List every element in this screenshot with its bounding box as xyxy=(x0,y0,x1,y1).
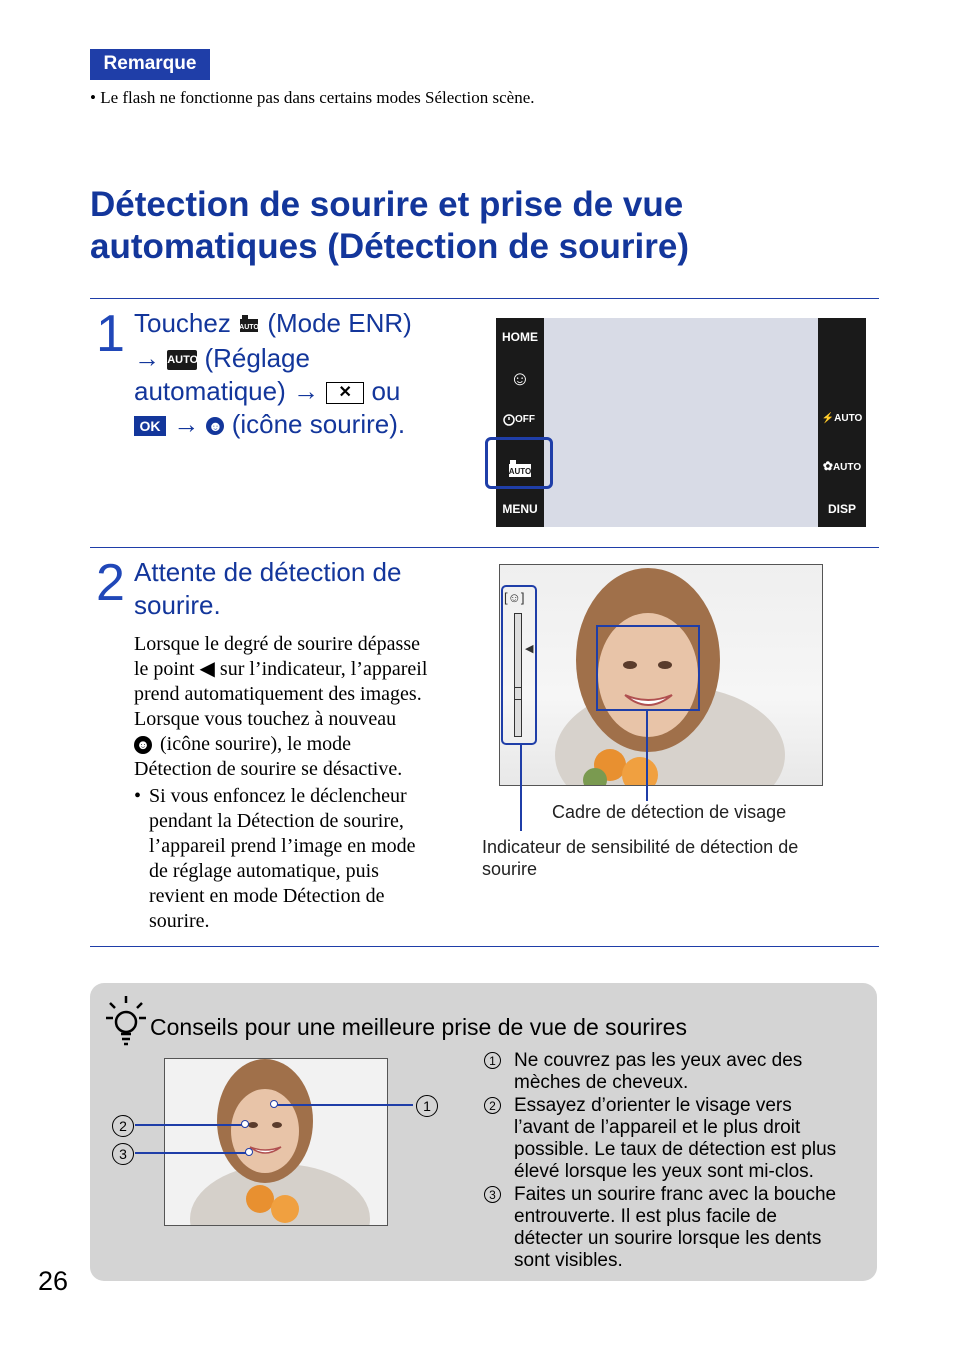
tip-number: 1 xyxy=(484,1052,501,1069)
leader-sensitivity xyxy=(520,745,522,831)
lightbulb-icon xyxy=(104,994,148,1053)
rec-mode-highlight xyxy=(485,437,553,489)
word-automatique: automatique) xyxy=(134,375,286,406)
threshold-pointer-icon: ◀ xyxy=(525,643,534,655)
step-2-number: 2 xyxy=(96,554,125,612)
arrow-icon: → xyxy=(293,375,319,406)
word-mode-enr: (Mode ENR) xyxy=(267,308,412,338)
svg-text:AUTO: AUTO xyxy=(239,323,259,331)
auto-icon: AUTO xyxy=(167,350,197,370)
svg-text:AUTO: AUTO xyxy=(508,467,532,476)
para-line: ☻ (icône sourire), le mode xyxy=(134,732,474,757)
step-2-title-line-2: sourire. xyxy=(134,590,221,620)
callout-line-1 xyxy=(273,1104,413,1106)
page-number: 26 xyxy=(38,1266,69,1296)
arrow-icon: → xyxy=(173,408,200,439)
callout-dot-1 xyxy=(270,1100,278,1108)
tips-photo xyxy=(164,1058,388,1226)
tip-item-1 xyxy=(484,1050,864,1094)
step-2-paragraph xyxy=(134,632,474,782)
tip-line: possible. Le taux de détection est plus xyxy=(514,1139,837,1160)
arrow-icon: → xyxy=(134,342,160,373)
callout-line-3 xyxy=(135,1152,249,1154)
camera-right-panel xyxy=(818,318,866,527)
divider-2 xyxy=(90,547,879,548)
title-line-1: Détection de sourire et prise de vue xyxy=(90,185,684,224)
callout-label-3: 3 xyxy=(112,1143,134,1165)
caption-sens-line: Indicateur de sensibilité de détection de xyxy=(482,837,799,857)
word-reglage: (Réglage xyxy=(204,342,310,373)
face-detection-frame xyxy=(596,625,700,711)
callout-label-2: 2 xyxy=(112,1115,134,1137)
camera-screen xyxy=(496,318,866,527)
camera-left-panel xyxy=(496,318,544,527)
sensitivity-bar xyxy=(514,613,522,737)
woman-photo-illustration xyxy=(165,1059,388,1226)
word-icone-sourire: (icône sourire). xyxy=(231,408,406,439)
tip-line: sont visibles. xyxy=(514,1250,623,1271)
bullet-line: sourire. xyxy=(149,910,210,932)
para-line: Détection de sourire se désactive. xyxy=(134,758,403,780)
title-line-2: automatiques (Détection de sourire) xyxy=(90,227,689,266)
tip-line: Ne couvrez pas les yeux avec des xyxy=(514,1050,803,1071)
step-2-bullet xyxy=(149,784,479,934)
menu-button[interactable]: MENU xyxy=(502,502,538,516)
flash-auto-icon[interactable]: ⚡AUTO xyxy=(821,413,863,424)
divider-3 xyxy=(90,946,879,947)
caption-sensitivity xyxy=(482,836,872,880)
step-1-number: 1 xyxy=(96,305,125,363)
step-1-line-3 xyxy=(134,375,484,408)
para-line: le point ◀ sur l’indicateur, l’appareil xyxy=(134,658,428,680)
step-2-title-line-1: Attente de détection de xyxy=(134,557,402,587)
smile-icon[interactable]: ☺ xyxy=(509,368,531,390)
callout-dot-3 xyxy=(245,1148,253,1156)
para-line: Lorsque vous touchez à nouveau xyxy=(134,708,397,730)
step-2-title xyxy=(134,556,474,622)
macro-auto-icon[interactable]: ✿AUTO xyxy=(822,459,862,473)
close-icon: ✕ xyxy=(326,382,364,404)
callout-dot-2 xyxy=(241,1120,249,1128)
tip-line: l’avant de l’appareil et le plus droit xyxy=(514,1117,801,1138)
tip-line: Faites un sourire franc avec la bouche xyxy=(514,1184,837,1205)
bullet-mark: • xyxy=(134,785,142,807)
home-button[interactable]: HOME xyxy=(502,330,538,344)
smile-screen-icon: [☺] xyxy=(504,590,525,605)
step-1-line-1 xyxy=(134,307,484,342)
step-1-instruction xyxy=(134,307,484,441)
bullet-line: de réglage automatique, puis xyxy=(149,860,379,882)
bullet-line: pendant la Détection de sourire, xyxy=(149,810,404,832)
camera-auto-icon xyxy=(238,309,260,342)
step-1-line-2 xyxy=(134,342,484,375)
tip-line: Essayez d’orienter le visage vers xyxy=(514,1095,792,1116)
remark-badge: Remarque xyxy=(90,49,210,80)
step-1-line-4 xyxy=(134,408,484,441)
tip-item-3 xyxy=(484,1184,864,1272)
tip-number: 2 xyxy=(484,1097,501,1114)
bullet-line: l’appareil prend l’image en mode xyxy=(149,835,416,857)
smile-icon: ☻ xyxy=(134,736,152,754)
page-title xyxy=(90,184,890,268)
tip-line: détecter un sourire lorsque les dents xyxy=(514,1228,822,1249)
smile-icon: ☻ xyxy=(208,417,223,434)
ok-icon: OK xyxy=(134,416,166,436)
tip-item-2 xyxy=(484,1095,864,1183)
tips-title: Conseils pour une meilleure prise de vue de sourires xyxy=(150,1014,687,1040)
word-ou: ou xyxy=(371,375,401,406)
divider-1 xyxy=(90,298,879,299)
bullet-line: revient en mode Détection de xyxy=(149,885,385,907)
tip-line: entrouverte. Il est plus facile de xyxy=(514,1206,777,1227)
para-line: Lorsque le degré de sourire dépasse xyxy=(134,633,420,655)
word-touchez: Touchez xyxy=(134,308,231,338)
remark-text: • Le flash ne fonctionne pas dans certains modes Sélection scène. xyxy=(90,88,535,107)
callout-line-2 xyxy=(135,1124,245,1126)
para-line: prend automatiquement des images. xyxy=(134,683,422,705)
disp-button[interactable]: DISP xyxy=(827,502,856,516)
callout-label-1: 1 xyxy=(416,1095,438,1117)
tip-number: 3 xyxy=(484,1186,501,1203)
self-timer-off-icon[interactable]: OFF xyxy=(496,414,544,425)
tip-line: mèches de cheveux. xyxy=(514,1072,689,1093)
bullet-line: Si vous enfoncez le déclencheur xyxy=(149,785,407,807)
sensitivity-indicator-frame xyxy=(501,585,537,745)
leader-face xyxy=(646,711,648,801)
caption-face-frame: Cadre de détection de visage xyxy=(552,802,787,822)
caption-sens-line: sourire xyxy=(482,859,538,879)
tip-line: élevé lorsque les yeux sont mi-clos. xyxy=(514,1161,814,1182)
